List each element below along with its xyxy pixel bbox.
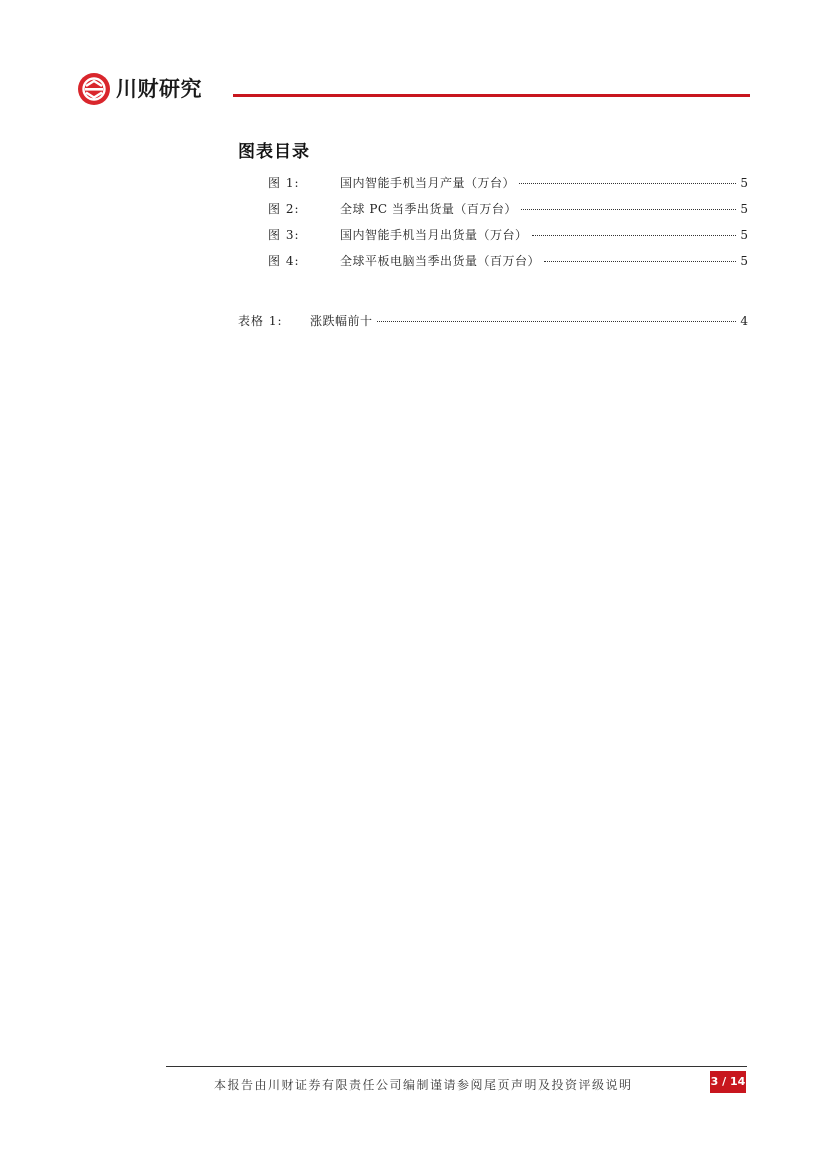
toc-entry-caption: 全球 PC 当季出货量（百万台） xyxy=(340,202,517,216)
footer-disclaimer: 本报告由川财证券有限责任公司编制谨请参阅尾页声明及投资评级说明 xyxy=(214,1078,633,1092)
toc-entry-page: 5 xyxy=(740,202,748,216)
toc-dot-leader xyxy=(532,235,736,236)
toc-entry-page: 5 xyxy=(740,254,748,268)
brand-logo xyxy=(78,72,202,106)
toc-dot-leader xyxy=(544,261,736,262)
toc-entry-caption: 全球平板电脑当季出货量（百万台） xyxy=(340,254,541,268)
toc-entry-figure-1[interactable] xyxy=(268,174,748,200)
chuancai-logo-icon xyxy=(78,73,110,105)
toc-dot-leader xyxy=(521,209,736,210)
toc-title: 图表目录 xyxy=(238,142,310,162)
toc-entry-figure-3[interactable] xyxy=(268,226,748,252)
header-divider xyxy=(233,94,750,97)
toc-entry-number: 图 4: xyxy=(268,254,300,268)
toc-entry-caption: 涨跌幅前十 xyxy=(310,314,373,328)
toc-entry-number: 图 1: xyxy=(268,176,300,190)
toc-entry-number: 图 3: xyxy=(268,228,300,242)
toc-dot-leader xyxy=(377,321,736,322)
footer-divider xyxy=(166,1066,747,1067)
toc-entry-page: 5 xyxy=(740,176,748,190)
toc-entry-number: 图 2: xyxy=(268,202,300,216)
toc-entry-table-1[interactable] xyxy=(238,312,748,329)
toc-entry-number: 表格 1: xyxy=(238,314,283,328)
brand-name: 川财研究 xyxy=(116,77,202,101)
toc-entry-page: 5 xyxy=(740,228,748,242)
toc-entry-figure-4[interactable] xyxy=(268,252,748,278)
toc-entry-caption: 国内智能手机当月产量（万台） xyxy=(340,176,516,190)
toc-entry-figure-2[interactable] xyxy=(268,200,748,226)
toc-entry-caption: 国内智能手机当月出货量（万台） xyxy=(340,228,528,242)
toc-entry-page: 4 xyxy=(740,314,748,328)
figure-toc-list xyxy=(268,174,748,278)
page-number-badge: 3 / 14 xyxy=(710,1071,746,1093)
toc-dot-leader xyxy=(519,183,736,184)
